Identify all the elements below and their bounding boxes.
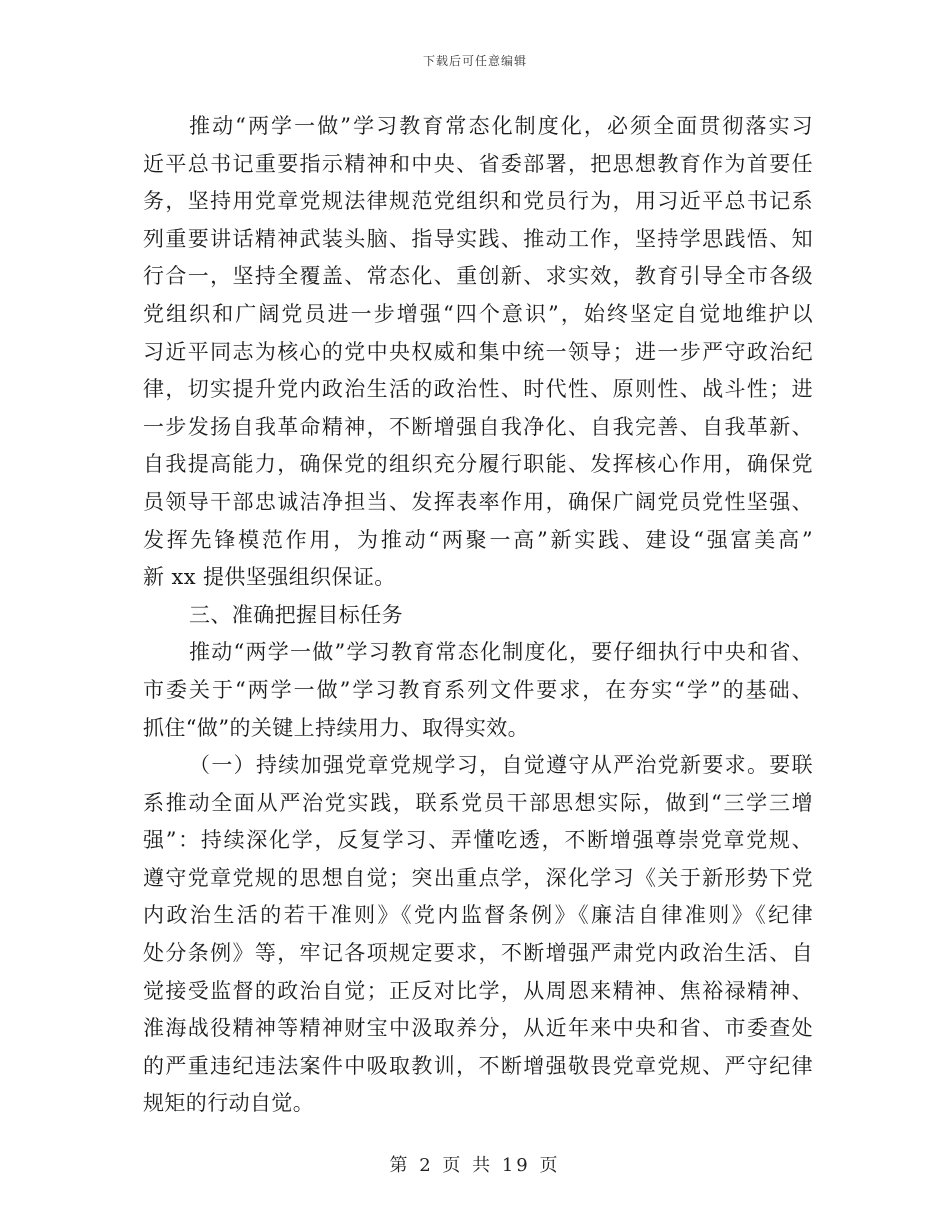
paragraph-line: 觉接受监督的政治自觉；正反对比学，从周恩来精神、焦裕禄精神、 [143, 978, 813, 1003]
paragraph-line: 市委关于“两学一做”学习教育系列文件要求，在夯实“学”的基础、 [143, 677, 813, 702]
paragraph-line: 一步发扬自我革命精神，不断增强自我净化、自我完善、自我革新、 [143, 414, 813, 439]
section-heading: 三、准确把握目标任务 [189, 602, 403, 627]
page-header: 下载后可任意编辑 [422, 54, 527, 68]
paragraph-line: 强”：持续深化学，反复学习、弄懂吃透，不断增强尊崇党章党规、 [143, 828, 813, 853]
paragraph-line: 系推动全面从严治党实践，联系党员干部思想实际，做到“三学三增 [143, 790, 813, 815]
paragraph-line: （一）持续加强党章党规学习，自觉遵守从严治党新要求。要联 [189, 753, 813, 778]
paragraph-line: 行合一，坚持全覆盖、常态化、重创新、求实效，教育引导全市各级 [143, 264, 813, 289]
paragraph-line: 务，坚持用党章党规法律规范党组织和党员行为，用习近平总书记系 [143, 189, 813, 214]
page-number-footer: 第 2 页 共 19 页 [389, 1155, 561, 1176]
paragraph-line: 内政治生活的若干准则》《党内监督条例》《廉洁自律准则》《纪律 [143, 903, 813, 928]
paragraph-line: 发挥先锋模范作用，为推动“两聚一高”新实践、建设“强富美高” [143, 527, 813, 552]
paragraph-line: 新 xx 提供坚强组织保证。 [143, 565, 396, 590]
paragraph-line: 党组织和广阔党员进一步增强“四个意识”，始终坚定自觉地维护以 [143, 301, 813, 326]
paragraph-line: 列重要讲话精神武装头脑、指导实践、推动工作，坚持学思践悟、知 [143, 226, 813, 251]
paragraph-line: 抓住“做”的关键上持续用力、取得实效。 [143, 715, 530, 740]
paragraph-line: 推动“两学一做”学习教育常态化制度化，必须全面贯彻落实习 [189, 114, 813, 138]
paragraph-line: 的严重违纪违法案件中吸取教训，不断增强敬畏党章党规、严守纪律 [143, 1053, 813, 1078]
paragraph-line: 员领导干部忠诚洁净担当、发挥表率作用，确保广阔党员党性坚强、 [143, 489, 813, 514]
paragraph-line: 处分条例》等，牢记各项规定要求，不断增强严肃党内政治生活、自 [143, 941, 813, 966]
paragraph-line: 自我提高能力，确保党的组织充分履行职能、发挥核心作用，确保党 [143, 452, 813, 477]
paragraph-line: 规矩的行动自觉。 [143, 1091, 315, 1116]
paragraph-line: 近平总书记重要指示精神和中央、省委部署，把思想教育作为首要任 [143, 151, 813, 176]
document-body [143, 108, 813, 1123]
paragraph-line: 律，切实提升党内政治生活的政治性、时代性、原则性、战斗性；进 [143, 377, 813, 402]
paragraph-line: 遵守党章党规的思想自觉；突出重点学，深化学习《关于新形势下党 [143, 865, 813, 890]
paragraph-line: 推动“两学一做”学习教育常态化制度化，要仔细执行中央和省、 [189, 640, 813, 665]
paragraph-line: 习近平同志为核心的党中央权威和集中统一领导；进一步严守政治纪 [143, 339, 813, 364]
paragraph-line: 淮海战役精神等精神财宝中汲取养分，从近年来中央和省、市委查处 [143, 1016, 813, 1041]
